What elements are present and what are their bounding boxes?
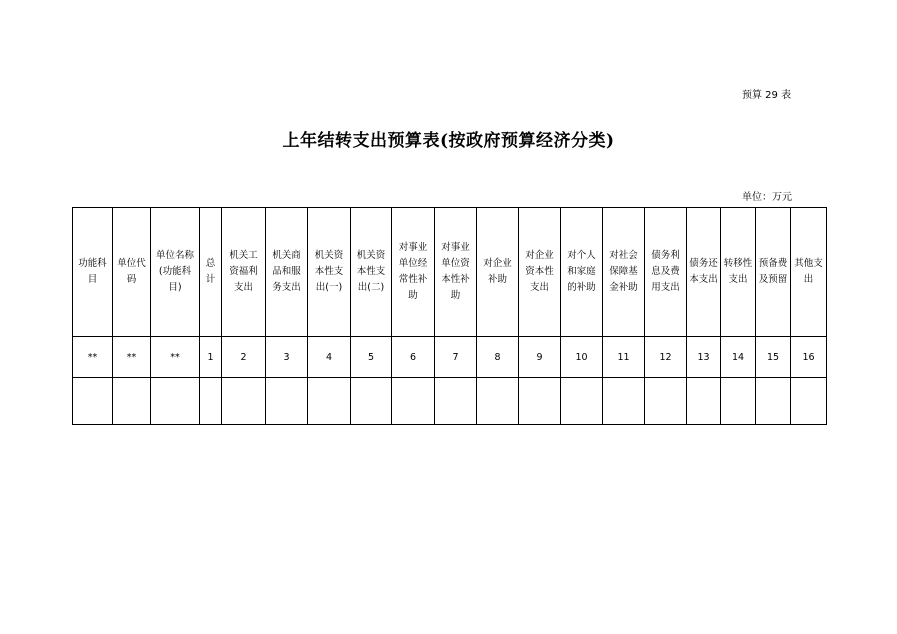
column-code-cell: 3	[266, 337, 308, 378]
column-code-cell: 11	[603, 337, 645, 378]
table-header-row	[73, 208, 827, 337]
column-code-cell: 12	[645, 337, 687, 378]
column-code-cell: 6	[392, 337, 435, 378]
header-cell: 债务利 息及费 用支出	[645, 208, 687, 337]
header-cell: 转移性 支出	[721, 208, 756, 337]
header-cell: 对个人 和家庭 的补助	[561, 208, 603, 337]
column-code-cell: 7	[435, 337, 477, 378]
budget-table	[72, 207, 827, 425]
data-cell	[351, 378, 392, 425]
column-code-cell: 10	[561, 337, 603, 378]
column-code-cell: 1	[200, 337, 222, 378]
header-cell: 预备费 及预留	[756, 208, 791, 337]
data-cell	[603, 378, 645, 425]
column-code-cell: 5	[351, 337, 392, 378]
data-cell	[721, 378, 756, 425]
column-code-cell: 4	[308, 337, 351, 378]
column-code-cell: 14	[721, 337, 756, 378]
data-cell	[687, 378, 721, 425]
column-code-cell: 8	[477, 337, 519, 378]
header-cell: 对事业 单位资 本性补 助	[435, 208, 477, 337]
data-cell	[200, 378, 222, 425]
empty-data-row	[73, 378, 827, 425]
data-cell	[791, 378, 827, 425]
header-cell: 机关资 本性支 出(一)	[308, 208, 351, 337]
header-cell: 债务还 本支出	[687, 208, 721, 337]
header-cell: 功能科 目	[73, 208, 113, 337]
column-code-cell: 15	[756, 337, 791, 378]
column-code-cell: **	[113, 337, 151, 378]
header-cell: 对企业 资本性 支出	[519, 208, 561, 337]
data-cell	[477, 378, 519, 425]
column-code-row	[73, 337, 827, 378]
header-cell: 其他支 出	[791, 208, 827, 337]
column-code-cell: 9	[519, 337, 561, 378]
data-cell	[222, 378, 266, 425]
unit-label: 单位：万元	[742, 192, 792, 203]
data-cell	[73, 378, 113, 425]
header-cell: 总 计	[200, 208, 222, 337]
header-cell: 单位名称 (功能科 目)	[151, 208, 200, 337]
header-cell: 机关资 本性支 出(二)	[351, 208, 392, 337]
header-cell: 单位代 码	[113, 208, 151, 337]
header-cell: 对事业 单位经 常性补 助	[392, 208, 435, 337]
page-title: 上年结转支出预算表(按政府预算经济分类)	[282, 131, 615, 151]
data-cell	[151, 378, 200, 425]
data-cell	[645, 378, 687, 425]
data-cell	[113, 378, 151, 425]
data-cell	[266, 378, 308, 425]
data-cell	[519, 378, 561, 425]
column-code-cell: 2	[222, 337, 266, 378]
column-code-cell: **	[151, 337, 200, 378]
data-cell	[308, 378, 351, 425]
header-cell: 对企业 补助	[477, 208, 519, 337]
table-number: 预算 29 表	[742, 90, 792, 101]
header-cell: 对社会 保障基 金补助	[603, 208, 645, 337]
data-cell	[756, 378, 791, 425]
data-cell	[392, 378, 435, 425]
data-cell	[435, 378, 477, 425]
header-cell: 机关商 品和服 务支出	[266, 208, 308, 337]
column-code-cell: 13	[687, 337, 721, 378]
data-cell	[561, 378, 603, 425]
header-cell: 机关工 资福利 支出	[222, 208, 266, 337]
column-code-cell: 16	[791, 337, 827, 378]
column-code-cell: **	[73, 337, 113, 378]
